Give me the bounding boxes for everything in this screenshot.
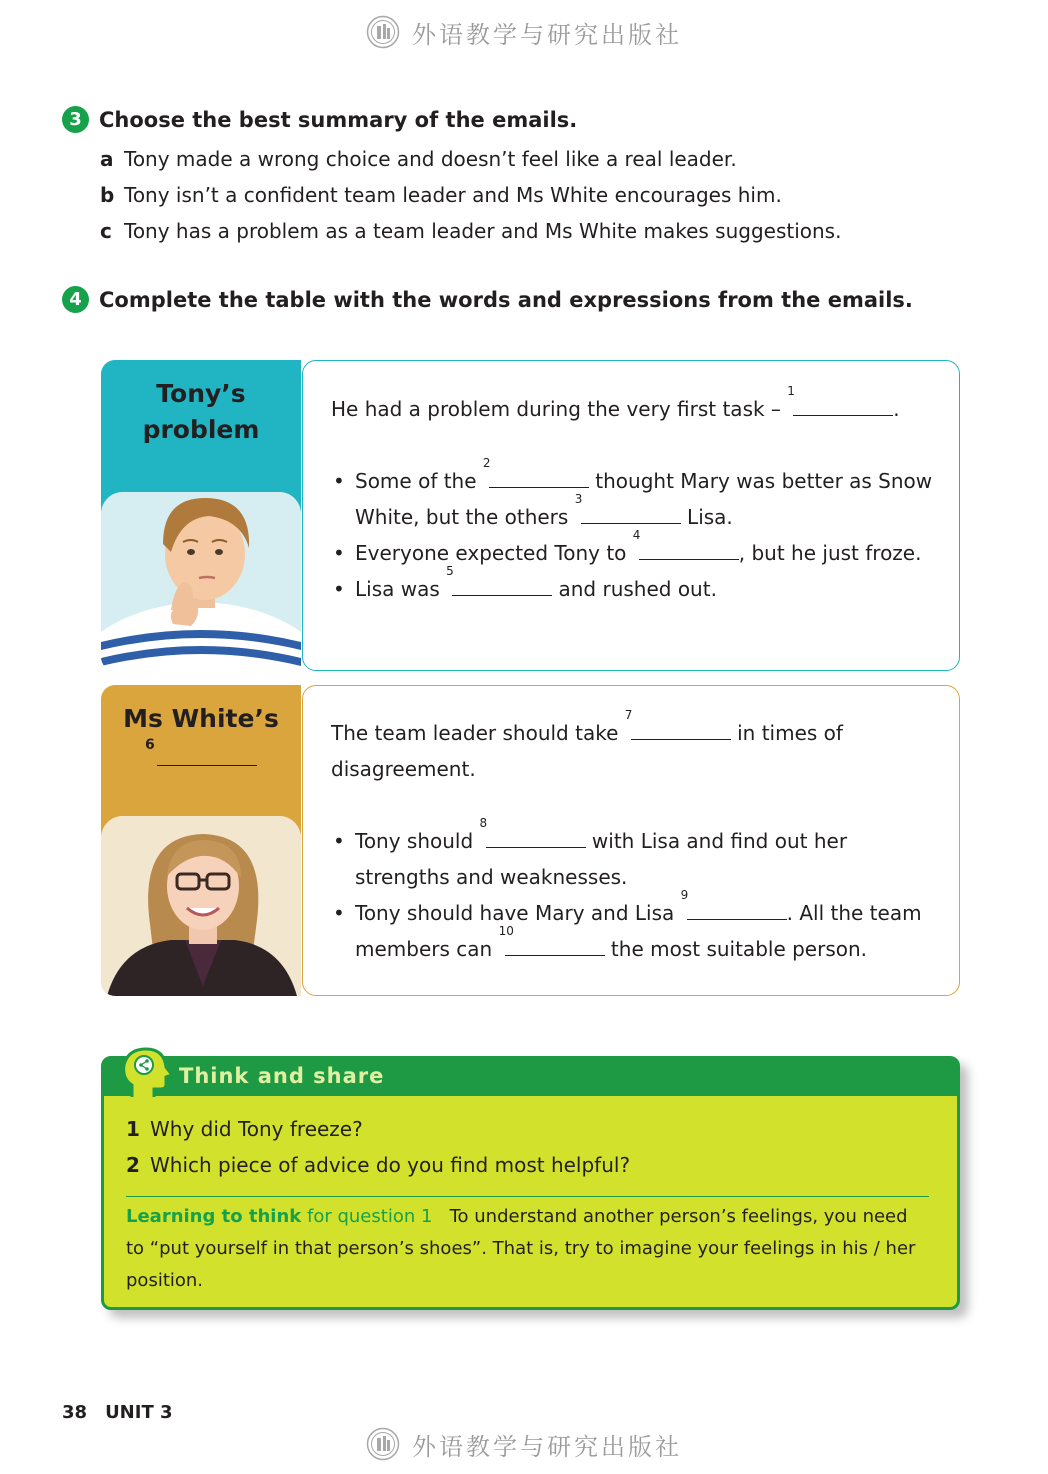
tony-intro: He had a problem during the very first task – 1 . bbox=[331, 384, 900, 421]
section-divider bbox=[126, 1196, 929, 1197]
question-1: 1 Why did Tony freeze? bbox=[126, 1117, 363, 1141]
exercise-4 bbox=[62, 286, 913, 313]
think-and-share-title: Think and share bbox=[179, 1064, 385, 1088]
answer-blank-4[interactable]: 4 bbox=[639, 537, 739, 560]
publisher-logo-icon bbox=[366, 15, 400, 49]
answer-blank-6-number: 6 bbox=[145, 737, 155, 753]
tony-photo bbox=[101, 492, 301, 671]
question-2: 2 Which piece of advice do you find most helpful? bbox=[126, 1153, 631, 1177]
publisher-watermark-bottom bbox=[0, 1422, 1048, 1466]
publisher-watermark-text: 外语教学与研究出版社 bbox=[412, 20, 682, 49]
thinking-head-icon bbox=[118, 1045, 174, 1101]
answer-blank-3[interactable]: 3 bbox=[581, 501, 681, 524]
answer-blank-7[interactable]: 7 bbox=[631, 717, 731, 740]
tony-heading-line1: Tony’s bbox=[156, 379, 246, 408]
answer-blank-9[interactable]: 9 bbox=[687, 897, 787, 920]
unit-label: UNIT 3 bbox=[105, 1402, 173, 1423]
tony-problem-label-card bbox=[101, 360, 301, 671]
tony-heading-line2: problem bbox=[142, 415, 260, 444]
answer-blank-1[interactable]: 1 bbox=[793, 393, 893, 416]
think-and-share-header bbox=[104, 1059, 957, 1096]
exercise-title: Complete the table with the words and expressions from the emails. bbox=[99, 287, 913, 312]
exercise-number-badge: 4 bbox=[62, 286, 89, 313]
ms-white-intro: The team leader should take 7 in times of disagreement. bbox=[331, 708, 843, 781]
tony-problem-content bbox=[302, 360, 960, 671]
option-a[interactable]: a Tony made a wrong choice and doesn’t feel like a real leader. bbox=[100, 147, 737, 171]
tony-bullet-1: • Some of the 2 thought Mary was better as Snow White, but the others 3 Lisa. bbox=[331, 463, 939, 535]
ms-white-photo bbox=[101, 816, 301, 996]
answer-blank-8[interactable]: 8 bbox=[486, 825, 586, 848]
ms-white-bullet-2: • Tony should have Mary and Lisa 9 . All the team members can 10 the most suitable person. bbox=[331, 895, 939, 967]
option-c[interactable]: c Tony has a problem as a team leader and Ms White makes suggestions. bbox=[100, 219, 842, 243]
page-number: 38 bbox=[62, 1402, 88, 1423]
learning-to-think-tip bbox=[126, 1201, 917, 1297]
boy-thinking-image bbox=[101, 492, 301, 671]
answer-blank-2[interactable]: 2 bbox=[489, 465, 589, 488]
exercise-title: Choose the best summary of the emails. bbox=[99, 107, 578, 132]
ms-white-bullet-1: • Tony should 8 with Lisa and find out her strengths and weaknesses. bbox=[331, 823, 939, 895]
exercise-number-badge: 3 bbox=[62, 106, 89, 133]
tony-bullet-3: • Lisa was 5 and rushed out. bbox=[331, 571, 939, 607]
answer-blank-6[interactable] bbox=[157, 765, 257, 766]
ms-white-heading: Ms White’s bbox=[123, 704, 279, 733]
publisher-watermark-top bbox=[0, 10, 1048, 54]
teacher-portrait-image bbox=[101, 816, 301, 996]
learning-to-think-sub: for question 1 bbox=[307, 1206, 433, 1227]
ms-white-label-card bbox=[101, 685, 301, 996]
learning-to-think-text: To understand another person’s feelings, you need to “put yourself in that person’s shoes”. That is, try to imagine your feelings in his / her position. bbox=[126, 1206, 916, 1291]
tony-bullet-2: • Everyone expected Tony to 4 , but he just froze. bbox=[331, 535, 939, 571]
tony-bullet-list bbox=[331, 456, 939, 607]
think-and-share-box bbox=[101, 1056, 960, 1310]
ms-white-content bbox=[302, 685, 960, 996]
answer-blank-5[interactable]: 5 bbox=[452, 573, 552, 596]
learning-to-think-label: Learning to think bbox=[126, 1206, 302, 1227]
publisher-logo-icon bbox=[366, 1427, 400, 1461]
publisher-watermark-text: 外语教学与研究出版社 bbox=[412, 1432, 682, 1461]
exercise-3 bbox=[62, 106, 841, 249]
answer-blank-10[interactable]: 10 bbox=[505, 933, 605, 956]
page-footer bbox=[62, 1402, 173, 1423]
option-list bbox=[100, 141, 841, 249]
question-list bbox=[126, 1111, 937, 1183]
ms-white-bullet-list bbox=[331, 816, 939, 967]
option-b[interactable]: b Tony isn’t a confident team leader and Ms White encourages him. bbox=[100, 183, 782, 207]
